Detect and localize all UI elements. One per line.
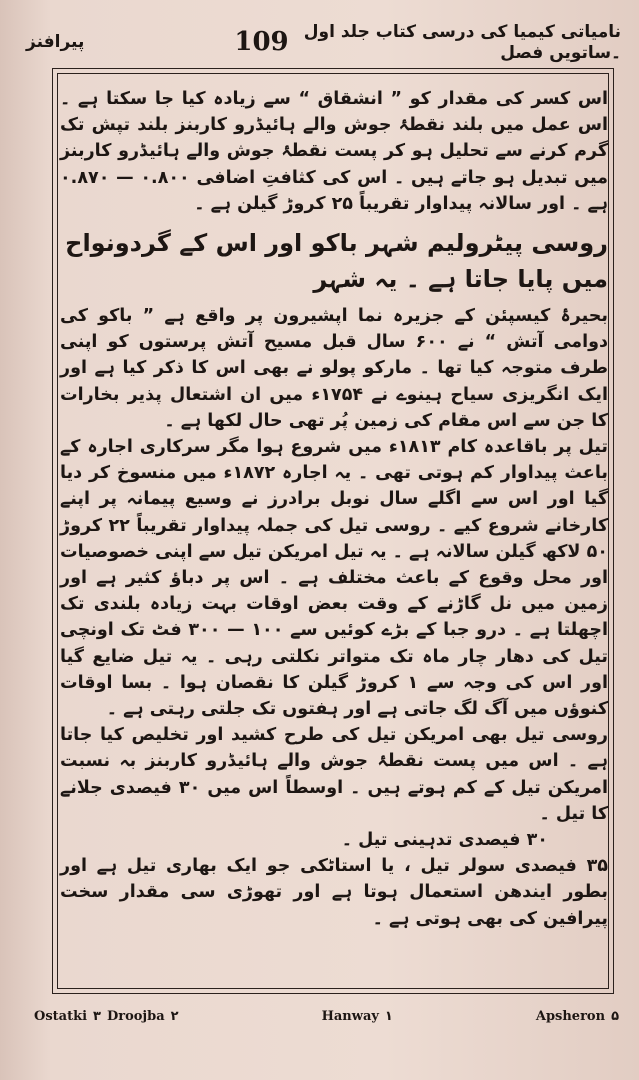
footnote-group-middle: [322, 1009, 393, 1024]
paragraph-refining: روسی تیل بھی امریکن تیل کی طرح کشید اور تخلیص کیا جاتا ہے ۔ اس میں پست نقطۂ جوش والے ہائیڈرو کاربنز بہ نسبت امریکن تیل کے کم ہوتے ہیں ۔ اوسطاً اس میں ۳۰ فیصدی جلانے کا تیل ۔: [60, 725, 608, 824]
paragraph-baku-history: بحیرۂ کیسپئن کے جزیرہ نما اپشیرون پر واقع ہے ” باکو کی دوامی آتش “ نے ۶۰۰ سال قبل مسیح آتش پرستوں کو اپنی طرف متوجہ کیا تھا ۔ مارکو پولو نے بھی اس کا ذکر کیا ہے اور ایک انگریزی سیاح ہینوے نے ۱۷۵۴ء میں ان اشتعال پذیر بخارات کا جن سے اس مقام کی زمین پُر تھی حال لکھا ہے ۔: [60, 306, 609, 431]
footnote-hanway-marker: ۱: [384, 1008, 393, 1024]
paragraph-cracking: اس کسر کی مقدار کو ” انشقاق “ سے زیادہ کیا جا سکتا ہے ۔ اس عمل میں بلند نقطۂ جوش والے ہائیڈرو کاربنز بلند تپش تک گرم کرنے سے تحلیل ہو کر پست نقطۂ جوش والے ہائیڈرو کاربنز میں تبدیل ہو جاتے ہیں ۔ اس کی کثافتِ اضافی ۰.۸۰۰ — ۰.۸۷۰ ہے ۔ اور سالانہ پیداوار تقریباً ۲۵ کروڑ گیلن ہے ۔: [60, 89, 609, 214]
section-heading-russian-petroleum: روسی پیٹرولیم شہر باکو اور اس کے گردونواح میں پایا جاتا ہے ۔ یہ شہر: [65, 229, 608, 294]
footnote-group-right: [536, 1009, 619, 1024]
page-number: 109: [234, 27, 289, 57]
footnote-apsheron-marker: ۵: [611, 1008, 619, 1024]
footnote-ostatki-marker: ۳: [93, 1008, 101, 1024]
footnote-hanway: Hanway: [321, 1008, 379, 1024]
page-header: [26, 22, 621, 62]
paragraph-oil-production: تیل پر باقاعدہ کام ۱۸۱۳ء میں شروع ہوا مگر سرکاری اجارہ کے باعث پیداوار کم ہوتی تھی ۔ یہ اجارہ ۱۸۷۲ء میں منسوخ کر دیا گیا اور اس سے اگلے سال نوبل برادرز نے وسیع پیمانہ پر اپنے کارخانے شروع کیے ۔ روسی تیل کی جملہ پیداوار تقریباً ۲۲ کروڑ ۵۰ لاکھ گیلن سالانہ ہے ۔ یہ تیل امریکن تیل سے اپنی خصوصیات اور محل وقوع کے باعث مختلف ہے ۔ اس پر دباؤ کثیر ہے اور زمین میں نل گاڑنے کے وقت بعض اوقات بہت زیادہ بلندی تک اچھلتا ہے ۔ درو جبا کے بڑے کوئیں سے ۱۰۰ — ۳۰۰ فٹ تک اونچی تیل کی دھار چار ماہ تک متواتر نکلتی رہی ۔ یہ تیل ضایع گیا اور اس کی وجہ سے ۱ کروڑ گیلن کا نقصان ہوا ۔ بسا اوقات کنوؤں میں آگ لگ جاتی ہے اور ہفتوں تک جلتی رہتی ہے ۔: [60, 437, 609, 720]
footnote-apsheron: Apsheron: [535, 1008, 606, 1024]
list-item-lubricating-oil: ۳۰ فیصدی تدہینی تیل ۔: [341, 830, 548, 851]
running-head-left: پیرافنز: [26, 32, 85, 52]
footnote-droojba: Droojba: [106, 1008, 165, 1024]
footnotes: [34, 1004, 619, 1028]
body-text: [60, 86, 608, 986]
running-head-title: نامیاتی کیمیا کی درسی کتاب جلد اول ۔ساتویں فصل: [303, 21, 621, 63]
footnote-group-left: [34, 1009, 179, 1024]
footnote-ostatki: Ostatki: [34, 1008, 88, 1024]
paragraph-solar-oil: ۳۵ فیصدی سولر تیل ، یا استاٹکی جو ایک بھاری تیل ہے اور بطور ایندھن استعمال ہوتا ہے اور تھوڑی سی مقدار سخت پیرافین کی بھی ہوتی ہے ۔: [60, 856, 608, 929]
footnote-droojba-marker: ۲: [170, 1008, 179, 1024]
